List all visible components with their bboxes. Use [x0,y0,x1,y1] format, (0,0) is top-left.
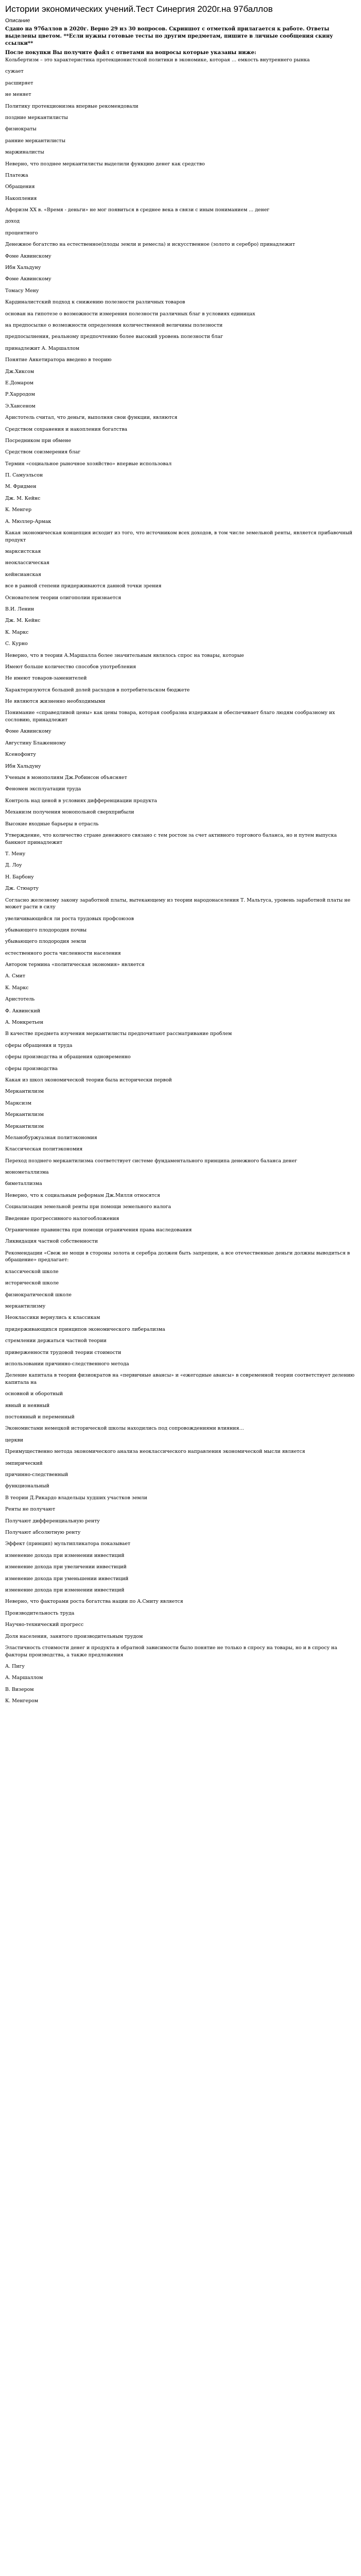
text-line: увеличивающейся ли роста трудовых профсоюзов [5,916,134,922]
text-line: Переход позднего меркантилизма соответствует системе фундаментального принципа денежного баланса денег [5,1158,297,1164]
text-line: поздние меркантилисты [5,114,68,121]
text-line: изменение дохода при уменьшении инвестиций [5,1575,129,1582]
text-line: Производительность труда [5,1610,75,1616]
text-line: доход [5,218,20,225]
text-line: маржиналисты [5,149,44,156]
text-line: Августину Блаженному [5,740,66,746]
text-line: А. Монкретьен [5,1020,44,1026]
intro-paragraph: Сдано на 97баллов в 2020г. Верно 29 из 30 вопросов. Скриншот с отметкой прилагается к работе. Ответы выделены цветом. **Если нужны готовые тесты по другим предметам, пишите в личные сообщения скину ссылки** [5,26,333,46]
text-line: предпосылнения, реальному предпочтению более высокий уровень полезности благ [5,334,223,340]
text-line: Неверно, что факторами роста богатства нации по А.Смиту является [5,1599,183,1605]
text-line: изменение дохода при изменении инвестиций [5,1587,125,1593]
text-line: К. Менгером [5,1698,39,1704]
text-line: естественного роста численности населения [5,950,121,956]
text-line: Марксизм [5,1100,31,1106]
text-line: процентного [5,230,38,236]
text-line: С. Курно [5,641,28,647]
after-purchase-note: После покупки Вы получите файл с ответами на вопросы которые указаны ниже: [5,50,256,56]
section-heading: Описание [5,18,30,24]
text-line: Средством сохранения и накопления богатства [5,426,128,432]
text-line: Фоме Аквинскому [5,253,51,259]
text-line: Ликвидация частной собственности [5,1239,98,1245]
text-line: Меркантилизм [5,1123,44,1129]
text-line: сферы производства [5,1065,58,1072]
text-line: Какая из школ экономической теории была исторически первой [5,1077,172,1083]
text-line: Ренты не получают [5,1506,56,1513]
text-line: Аристотель [5,996,35,1003]
text-line: В качестве предмета изучения меркантилисты предпочитают рассматривание проблем [5,1031,232,1037]
text-line: А. Маршаллом [5,1675,43,1681]
text-line: Афоризм XX в. «Время - деньги» не мог появиться в среднее века в связи с иным пониманием ... денег [5,207,270,213]
text-line: Понимание «справедливой цены» как цены товара, которая сообразна издержкам и обеспечивает благо людям сообразному их сословию, принадлежит [5,710,335,723]
text-line: сферы обращения и труда [5,1042,73,1048]
text-line: кейнсианская [5,571,41,578]
text-line: К. Менгер [5,507,32,513]
text-line: К. Маркс [5,629,29,635]
text-line: К. Маркс [5,985,29,991]
text-line: Деление капитала в теории физиократов на «первичные авансы» и «ежегодные авансы» в современной теории соответствует делению капитала на [5,1372,355,1385]
text-line: явный и неявный [5,1402,50,1409]
text-line: Накопления [5,195,37,201]
text-line: придерживающихся принципов экономического либерализма [5,1326,165,1332]
text-line: Дж. Стюарту [5,886,39,892]
text-line: физиократы [5,126,37,132]
text-line: Р.Харродом [5,392,35,398]
text-line: меркантилизму [5,1303,46,1309]
text-line: ранние меркантилисты [5,138,65,144]
text-line: М. Фридмен [5,484,37,490]
text-line: Политику протекционизма впервые рекомендовали [5,103,139,109]
text-line: расширяет [5,80,33,86]
text-line: на предпосылке о возможности определения количественной величины полезности [5,322,223,328]
text-line: функциональный [5,1483,49,1489]
text-line: Н. Барбону [5,874,34,880]
text-line: Средством соизмерения благ [5,449,81,455]
text-line: В теории Д.Рикардо владельцы худших участков земли [5,1495,147,1501]
text-line: Классическая политэкономия [5,1146,83,1153]
text-line: принадлежит А. Маршаллом [5,345,80,351]
text-line: все в равной степени придерживаются данной точки зрения [5,583,162,589]
text-line: Получают дифференциальную ренту [5,1518,100,1524]
text-line: Меланобуржуазная политэкономия [5,1134,97,1141]
text-line: монометаллизма [5,1170,49,1176]
text-line: биметаллизма [5,1181,42,1187]
text-line: Е.Домаром [5,380,33,386]
text-line: Кольбертизм – это характеристика протекционистской политики в экономике, которая … емкость внутреннего рынка [5,57,310,63]
text-line: Утверждение, что количество стране денежного связано с тем ростом за счет активного торгового баланса, но и путем выпуска банкнот принадлежит [5,832,337,845]
text-line: А. Пигу [5,1663,25,1669]
text-line: Денежное богатство на естественное(плоды земли и ремесла) и искусственное (золото и серебро) принадлежит [5,242,295,248]
text-line: сужает [5,69,24,75]
text-line: Аристотель считал, что деньги, выполняя свои функции, являются [5,415,178,421]
text-line: Согласно железному закону заработной платы, вытекающему из теории народонаселения Т. Мальтуса, уровень заработной платы не может расти в силу [5,897,351,910]
text-line: основной и оборотный [5,1391,63,1397]
text-line: убывающего плодородия земли [5,939,87,945]
text-line: Основателем теории олигополии признается [5,595,122,601]
text-line: Не имеют товаров-заменителей [5,675,87,682]
text-line: исторической школе [5,1280,59,1286]
text-line: постоянный и переменный [5,1414,75,1420]
text-line: Не являются жизненно необходимыми [5,699,106,705]
text-line: изменение дохода при увеличении инвестиций [5,1564,127,1570]
text-line: П. Самуэльсон [5,472,43,479]
text-line: неоклассическая [5,560,49,566]
text-line: Д. Лоу [5,862,22,869]
text-line: Механизм получения монопольной сверхприбыли [5,809,134,816]
text-line: классической школе [5,1268,59,1275]
text-line: Фоме Аквинскому [5,728,51,735]
text-line: сферы производства и обращения одновременно [5,1054,131,1060]
text-line: Экономистами немецкой исторической школы находились под сопровождениями влияния… [5,1426,244,1432]
page-title: Истории экономических учений.Тест Синергия 2020г.на 97баллов [5,4,273,14]
text-line: Дж. М. Кейнс [5,618,41,624]
text-line: Феномен эксплуатации труда [5,786,81,792]
text-line: не меняет [5,92,31,98]
text-line: Платежа [5,172,28,178]
text-line: стремлении держаться частной теории [5,1338,107,1344]
text-line: Ибн Хальдуну [5,763,41,769]
text-line: Кардиналистский подход к снижению полезности различных товаров [5,299,185,306]
text-line: Дж.Хиксом [5,368,35,375]
text-line: Ксенофонту [5,752,36,758]
text-line: В. Визером [5,1686,34,1692]
text-line: Неверно, что к социальным реформам Дж.Милля относятся [5,1192,160,1198]
text-line: Меркантилизм [5,1089,44,1095]
text-line: Т. Мену [5,851,26,857]
text-line: Дж. М. Кейнс [5,495,41,501]
text-line: основан на гипотезе о возможности измерения полезности различных благ в условиях единицах [5,311,255,317]
text-line: Понятие Анкетиратора введено в теорию [5,357,112,363]
text-line: Ф. Аквинский [5,1008,41,1014]
text-line: Высокие входные барьеры в отрасль [5,821,99,827]
text-line: Меркантилизм [5,1112,44,1118]
text-line: физиократической школе [5,1292,72,1298]
text-line: Обращения [5,184,35,190]
text-line: Эластичность стоимости денег и продукта в обратной зависимости было понятие не только в спросу на товары, но и в спросу на факторы производства, а также предложения [5,1645,337,1658]
text-line: причинно-следственный [5,1472,68,1478]
text-line: Неоклассики вернулись к классикам [5,1315,100,1321]
text-line: А. Смит [5,973,25,979]
answer-list [5,57,356,1705]
text-line: использовании причинно-следственного метода [5,1361,129,1367]
text-line: Термин «социальное рыночное хозяйство» впервые использовал [5,461,172,467]
text-line: Посредником при обмене [5,437,72,444]
text-line: Рекомендации «Свеж не мощи в стороны золота и серебра должен быть запрещен, а все отечественные деньги должны выводиться в обращение» предлагает: [5,1250,350,1263]
text-line: Получают абсолютную ренту [5,1530,81,1535]
text-line: Научно-технический прогресс [5,1622,84,1628]
text-line: убывающего плодородия почвы [5,927,87,933]
text-line: А. Мюллер-Армак [5,518,51,524]
text-line: изменение дохода при изменении инвестиций [5,1552,125,1558]
text-line: Социализация земельной ренты при помощи земельного налога [5,1204,171,1210]
text-line: Ибн Хальдуну [5,265,41,271]
text-line: Характеризуются большей долей расходов в потребительском бюджете [5,687,190,693]
text-line: Имеют больше количество способов употребления [5,664,136,670]
text-line: Доля населения, занятого производительным трудом [5,1633,143,1639]
text-line: В.И. Ленин [5,606,35,612]
text-line: Э.Хансеном [5,403,36,409]
text-line: Ограничение правинства при помощи ограничения права наследования [5,1227,192,1233]
text-line: церкви [5,1437,23,1443]
text-line: Ученым в монополиям Дж.Робинсон объясняет [5,775,127,781]
text-line: Фоме Аквинскому [5,276,51,282]
text-line: Преимущественно метода экономического анализа неоклассического направления экономической мысли является [5,1449,305,1455]
text-line: Контроль над ценой в условиях дифференциации продукта [5,798,157,804]
text-line: Неверно, что в теории А.Маршалла более значительным являлось спрос на товары, которые [5,652,244,658]
text-line: Какая экономическая концепция исходит из того, что источником всех доходов, в том числе земельной ренты, является прибавочный продукт [5,530,353,543]
text-line: приверженности трудовой теории стоимости [5,1349,122,1355]
text-line: Введение прогрессивного налогообложения [5,1215,119,1222]
text-line: Эффект (принцип) мультипликатора показывает [5,1541,131,1547]
text-line: Неверно, что позднее меркантилисты выделили функцию денег как средство [5,161,205,167]
text-line: марксистская [5,549,41,554]
text-line: Автором термина «политическая экономия» является [5,962,145,968]
text-line: Томасу Мену [5,287,39,294]
text-line: эмпирический [5,1460,43,1466]
